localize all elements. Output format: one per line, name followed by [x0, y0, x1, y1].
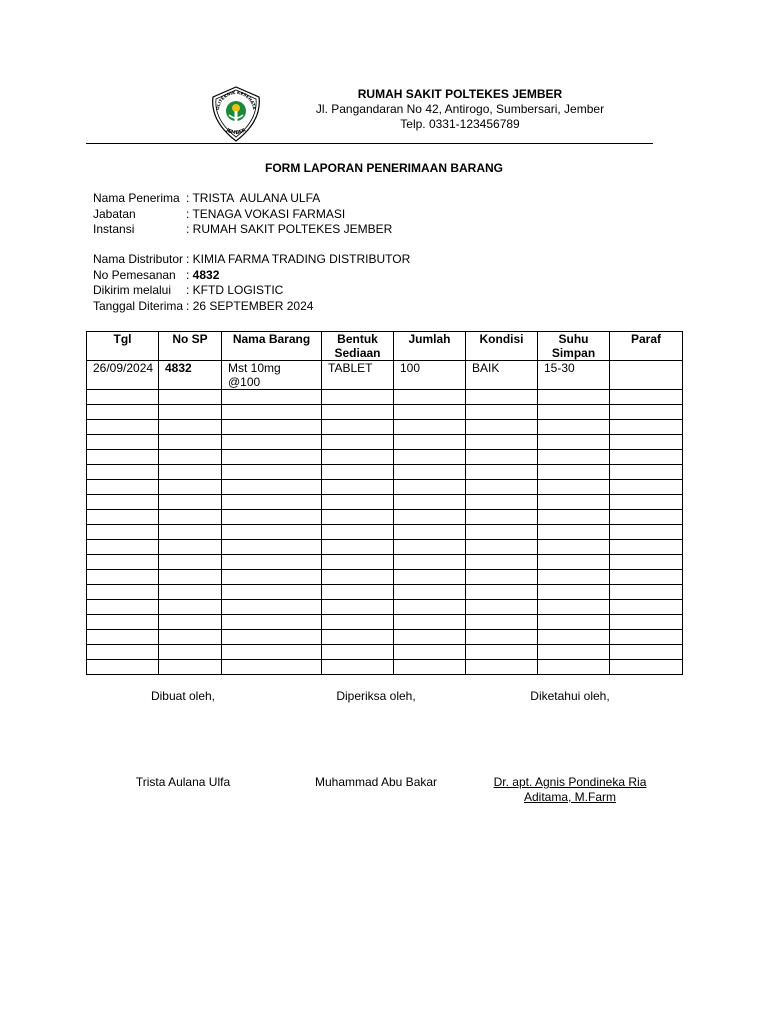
table-row-empty [87, 660, 683, 675]
cell-jumlah: 100 [394, 361, 466, 390]
table-cell-empty [222, 390, 322, 405]
table-cell-empty [87, 555, 159, 570]
logo-text-bottom: JEMBER [224, 127, 248, 137]
table-cell-empty [394, 450, 466, 465]
table-row-empty [87, 495, 683, 510]
table-cell-empty [159, 570, 222, 585]
table-row-empty [87, 600, 683, 615]
diperiksa-name: Muhammad Abu Bakar [314, 775, 438, 789]
table-cell-empty [538, 660, 610, 675]
instansi-label: Instansi [93, 222, 135, 236]
logo-text-top: OLITEKNIK KESEHATA [214, 89, 257, 111]
form-title: FORM LAPORAN PENERIMAAN BARANG [265, 161, 503, 175]
table-cell-empty [394, 465, 466, 480]
table-row-empty [87, 645, 683, 660]
table-cell-empty [322, 495, 394, 510]
table-cell-empty [159, 420, 222, 435]
instansi-value: : RUMAH SAKIT POLTEKES JEMBER [186, 222, 393, 236]
table-cell-empty [87, 585, 159, 600]
table-cell-empty [466, 660, 538, 675]
table-row-empty [87, 510, 683, 525]
table-row-empty [87, 435, 683, 450]
table-cell-empty [222, 600, 322, 615]
table-cell-empty [538, 510, 610, 525]
info-row-jabatan [93, 207, 392, 223]
table-cell-empty [322, 480, 394, 495]
table-cell-empty [466, 405, 538, 420]
table-cell-empty [538, 495, 610, 510]
table-cell-empty [322, 390, 394, 405]
table-cell-empty [159, 585, 222, 600]
table-cell-empty [538, 630, 610, 645]
table-cell-empty [610, 615, 683, 630]
table-cell-empty [394, 540, 466, 555]
table-cell-empty [222, 645, 322, 660]
table-cell-empty [538, 390, 610, 405]
table-cell-empty [87, 405, 159, 420]
table-cell-empty [610, 525, 683, 540]
table-cell-empty [159, 525, 222, 540]
table-cell-empty [87, 480, 159, 495]
table-cell-empty [466, 570, 538, 585]
info-row-pemesanan [93, 268, 410, 284]
table-cell-empty [87, 600, 159, 615]
table-cell-empty [538, 600, 610, 615]
diketahui-name-line2: Aditama, M.Farm [523, 790, 616, 804]
table-cell-empty [466, 465, 538, 480]
table-cell-empty [394, 525, 466, 540]
table-cell-empty [87, 570, 159, 585]
table-cell-empty [394, 585, 466, 600]
table-cell-empty [466, 585, 538, 600]
table-cell-empty [610, 585, 683, 600]
dibuat-name: Trista Aulana Ulfa [135, 775, 231, 789]
table-cell-empty [394, 435, 466, 450]
col-header: Jumlah [394, 332, 466, 361]
distributor-label: Nama Distributor [93, 252, 184, 266]
table-cell-empty [87, 420, 159, 435]
table-cell-empty [610, 570, 683, 585]
jabatan-label: Jabatan [93, 206, 136, 221]
table-cell-empty [322, 570, 394, 585]
table-cell-empty [610, 540, 683, 555]
cell-bentuk: TABLET [322, 361, 394, 390]
table-cell-empty [610, 405, 683, 420]
table-cell-empty [610, 555, 683, 570]
table-cell-empty [538, 480, 610, 495]
table-cell-empty [322, 525, 394, 540]
col-header: Nama Barang [222, 332, 322, 361]
table-cell-empty [87, 645, 159, 660]
table-row-empty [87, 570, 683, 585]
table-cell-empty [466, 435, 538, 450]
table-cell-empty [610, 510, 683, 525]
nama-label: Nama Penerima [93, 191, 180, 205]
col-header: No SP [159, 332, 222, 361]
table-row-empty [87, 555, 683, 570]
table-cell-empty [466, 390, 538, 405]
info-row-dikirim [93, 283, 410, 299]
table-cell-empty [159, 480, 222, 495]
table-cell-empty [538, 540, 610, 555]
table-cell-empty [394, 555, 466, 570]
table-cell-empty [322, 450, 394, 465]
letterhead-divider [86, 143, 653, 144]
table-cell-empty [322, 600, 394, 615]
table-cell-empty [538, 405, 610, 420]
table-row-empty [87, 630, 683, 645]
table-cell-empty [610, 465, 683, 480]
table-cell-empty [610, 390, 683, 405]
table-cell-empty [87, 540, 159, 555]
col-header: Kondisi [466, 332, 538, 361]
table-row-empty [87, 390, 683, 405]
table-row-empty [87, 480, 683, 495]
table-cell-empty [322, 465, 394, 480]
table-cell-empty [538, 570, 610, 585]
table-cell-empty [538, 585, 610, 600]
table-cell-empty [466, 420, 538, 435]
col-header: Suhu Simpan [538, 332, 610, 361]
table-cell-empty [466, 630, 538, 645]
table-cell-empty [322, 510, 394, 525]
table-cell-empty [222, 660, 322, 675]
table-cell-empty [222, 480, 322, 495]
table-row-empty [87, 450, 683, 465]
recipient-info [93, 191, 392, 238]
table-cell-empty [394, 645, 466, 660]
table-cell-empty [222, 405, 322, 420]
table-cell-empty [322, 630, 394, 645]
table-cell-empty [159, 630, 222, 645]
table-cell-empty [610, 480, 683, 495]
table-cell-empty [159, 405, 222, 420]
diketahui-name-line1: Dr. apt. Agnis Pondineka Ria [493, 775, 647, 789]
table-cell-empty [322, 660, 394, 675]
table-cell-empty [322, 555, 394, 570]
distributor-value: : KIMIA FARMA TRADING DISTRIBUTOR [186, 252, 411, 266]
table-row-empty [87, 540, 683, 555]
table-cell-empty [87, 390, 159, 405]
table-cell-empty [159, 510, 222, 525]
table-cell-empty [159, 435, 222, 450]
table-cell-empty [538, 450, 610, 465]
table-cell-empty [87, 435, 159, 450]
info-row-instansi [93, 222, 392, 238]
table-cell-empty [538, 645, 610, 660]
table-row-empty [87, 585, 683, 600]
table-cell-empty [322, 615, 394, 630]
table-cell-empty [610, 420, 683, 435]
table-cell-empty [322, 645, 394, 660]
table-cell-empty [394, 600, 466, 615]
table-cell-empty [159, 600, 222, 615]
table-cell-empty [222, 540, 322, 555]
table-cell-empty [87, 465, 159, 480]
table-cell-empty [222, 465, 322, 480]
table-cell-empty [466, 645, 538, 660]
table-cell-empty [394, 480, 466, 495]
table-cell-empty [322, 585, 394, 600]
table-cell-empty [466, 450, 538, 465]
table-cell-empty [610, 660, 683, 675]
table-cell-empty [610, 495, 683, 510]
table-cell-empty [222, 555, 322, 570]
cell-nama-barang: Mst 10mg @100 [222, 361, 322, 390]
tanggal-value: : 26 SEPTEMBER 2024 [186, 298, 314, 313]
diperiksa-label: Diperiksa oleh, [336, 689, 416, 703]
table-cell-empty [538, 420, 610, 435]
table-cell-empty [322, 435, 394, 450]
table-cell-empty [466, 615, 538, 630]
pemesanan-value: 4832 [192, 267, 220, 282]
table-cell-empty [394, 390, 466, 405]
letterhead [300, 87, 620, 132]
cell-no-sp: 4832 [159, 361, 222, 390]
table-cell-empty [87, 615, 159, 630]
table-cell-empty [87, 660, 159, 675]
table-cell-empty [222, 525, 322, 540]
table-cell-empty [538, 465, 610, 480]
table-row-empty [87, 615, 683, 630]
info-row-nama [93, 191, 392, 207]
table-row-empty [87, 465, 683, 480]
pemesanan-label: No Pemesanan [93, 267, 176, 282]
table-cell-empty [322, 420, 394, 435]
col-header: Tgl [87, 332, 159, 361]
cell-suhu: 15-30 [538, 361, 610, 390]
cell-paraf [610, 361, 683, 390]
table-cell-empty [610, 630, 683, 645]
table-cell-empty [87, 525, 159, 540]
table-cell-empty [394, 660, 466, 675]
col-header: Paraf [610, 332, 683, 361]
table-cell-empty [538, 615, 610, 630]
table-cell-empty [222, 570, 322, 585]
table-cell-empty [394, 510, 466, 525]
table-cell-empty [222, 615, 322, 630]
table-cell-empty [538, 435, 610, 450]
institution-address: Jl. Pangandaran No 42, Antirogo, Sumbersari, Jember [315, 102, 605, 116]
table-cell-empty [222, 495, 322, 510]
info-row-distributor [93, 252, 410, 268]
table-cell-empty [466, 495, 538, 510]
table-cell-empty [87, 630, 159, 645]
table-cell-empty [222, 630, 322, 645]
table-cell-empty [159, 450, 222, 465]
table-row-empty [87, 420, 683, 435]
table-cell-empty [222, 420, 322, 435]
table-cell-empty [394, 630, 466, 645]
table-cell-empty [159, 645, 222, 660]
table-row-empty [87, 525, 683, 540]
table-cell-empty [87, 510, 159, 525]
table-cell-empty [466, 510, 538, 525]
table-cell-empty [322, 405, 394, 420]
col-header: Bentuk Sediaan [322, 332, 394, 361]
dibuat-label: Dibuat oleh, [150, 689, 216, 703]
table-cell-empty [394, 420, 466, 435]
table-cell-empty [222, 450, 322, 465]
pemesanan-colon: : [186, 267, 193, 282]
table-cell-empty [159, 555, 222, 570]
table-cell-empty [159, 540, 222, 555]
table-cell-empty [322, 540, 394, 555]
diketahui-name [470, 775, 670, 805]
receipt-table [86, 331, 683, 675]
table-row-empty [87, 405, 683, 420]
table-cell-empty [159, 390, 222, 405]
institution-name: RUMAH SAKIT POLTEKES JEMBER [357, 87, 563, 101]
table-cell-empty [222, 510, 322, 525]
table-cell-empty [159, 615, 222, 630]
table-header-row [87, 332, 683, 361]
diketahui-label: Diketahui oleh, [530, 689, 610, 703]
table-cell-empty [87, 495, 159, 510]
table-cell-empty [466, 600, 538, 615]
table-row [87, 361, 683, 390]
polkes-logo [207, 85, 265, 143]
dikirim-label: Dikirim melalui [93, 283, 172, 297]
cell-tgl: 26/09/2024 [87, 361, 159, 390]
table-cell-empty [610, 600, 683, 615]
table-cell-empty [466, 555, 538, 570]
table-cell-empty [394, 405, 466, 420]
delivery-info [93, 252, 410, 314]
table-cell-empty [610, 645, 683, 660]
table-cell-empty [159, 465, 222, 480]
tanggal-label: Tanggal Diterima [93, 298, 184, 313]
nama-value: : TRISTA AULANA ULFA [186, 191, 321, 205]
table-cell-empty [538, 525, 610, 540]
table-cell-empty [538, 555, 610, 570]
table-cell-empty [466, 525, 538, 540]
table-cell-empty [610, 435, 683, 450]
table-cell-empty [87, 450, 159, 465]
table-cell-empty [394, 615, 466, 630]
table-cell-empty [159, 660, 222, 675]
table-cell-empty [222, 435, 322, 450]
cell-kondisi: BAIK [466, 361, 538, 390]
table-cell-empty [394, 570, 466, 585]
table-cell-empty [466, 480, 538, 495]
info-row-tanggal [93, 299, 410, 315]
table-cell-empty [466, 540, 538, 555]
institution-phone: Telp. 0331-123456789 [400, 117, 520, 131]
table-cell-empty [222, 585, 322, 600]
table-cell-empty [610, 450, 683, 465]
dikirim-value: : KFTD LOGISTIC [186, 283, 284, 297]
jabatan-value: : TENAGA VOKASI FARMASI [186, 206, 346, 221]
table-cell-empty [394, 495, 466, 510]
table-cell-empty [159, 495, 222, 510]
